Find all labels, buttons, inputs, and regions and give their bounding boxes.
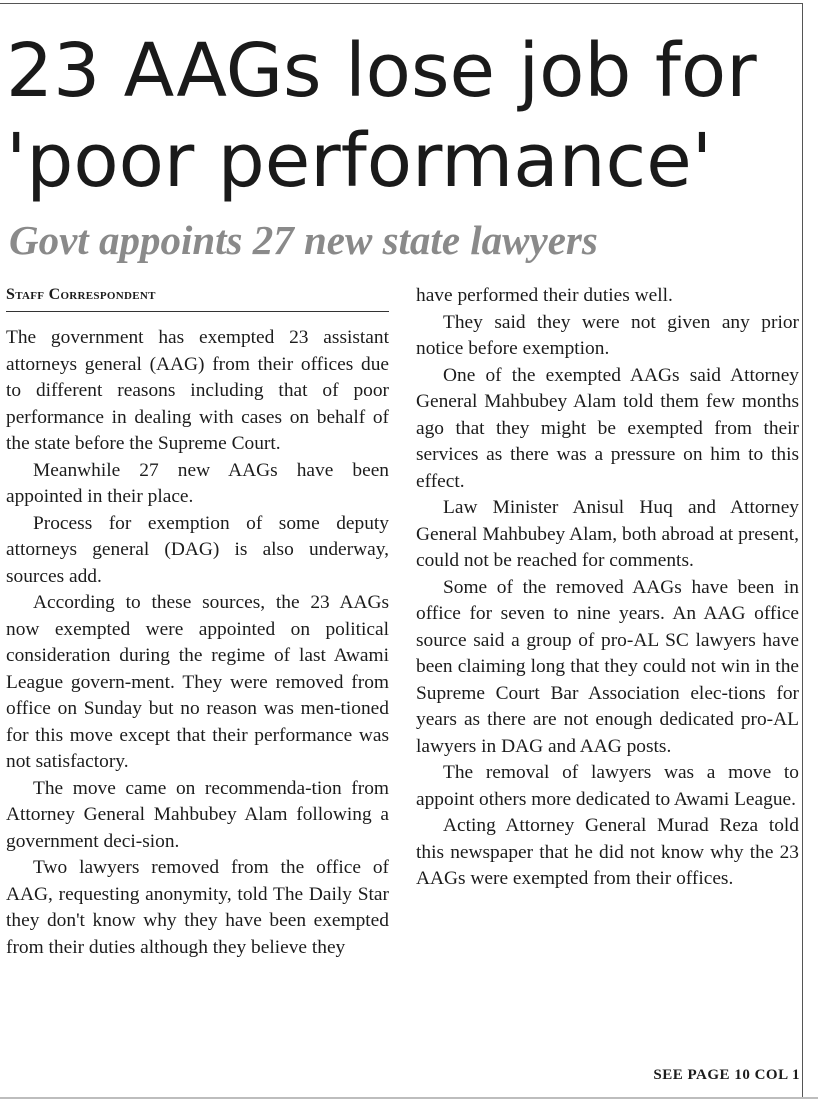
- paragraph: Two lawyers removed from the office of AAG, requesting anonymity, told The Daily Star they don't know why they have been exempted from their duties although they believe they: [6, 857, 389, 958]
- headline-line-2: 'poor performance': [6, 118, 713, 204]
- right-column-rule: [802, 3, 803, 1098]
- headline: [6, 26, 801, 206]
- paragraph: Acting Attorney General Murad Reza told this newspaper that he did not know why the 23 AAGs were exempted from their offices.: [416, 815, 799, 889]
- paragraph: They said they were not given any prior notice before exemption.: [416, 311, 799, 359]
- paragraph: Some of the removed AAGs have been in office for seven to nine years. An AAG office source said a group of pro-AL SC lawyers have been claiming long that they could not win in the Supreme Court Bar Association elec-tions for years as there are not enough dedicated pro-AL lawyers in DAG and AAG posts.: [416, 576, 799, 757]
- paragraph: The move came on recommenda-tion from Attorney General Mahbubey Alam following a government deci-sion.: [6, 777, 389, 852]
- top-rule: [0, 3, 802, 4]
- byline: Staff Correspondent: [6, 286, 389, 312]
- article-column-2: [416, 283, 799, 893]
- paragraph: The removal of lawyers was a move to appoint others more dedicated to Awami League.: [416, 762, 799, 810]
- article-column-1: [6, 325, 389, 961]
- subheadline: Govt appoints 27 new state lawyers: [9, 217, 598, 263]
- paragraph: have performed their duties well.: [416, 285, 673, 306]
- continued-on-page-note: SEE PAGE 10 COL 1: [653, 1067, 800, 1083]
- paragraph: According to these sources, the 23 AAGs now exempted were appointed on political consideration during the regime of last Awami League govern-ment. They were removed from office on Sunday but no reason was men-tioned for this move except that their performance was not satisfactory.: [6, 592, 389, 772]
- paragraph: One of the exempted AAGs said Attorney General Mahbubey Alam told them few months ago that they might be exempted from their services as there was a pressure on him to this effect.: [416, 364, 799, 492]
- bottom-rule: [0, 1097, 818, 1099]
- paragraph: Meanwhile 27 new AAGs have been appointed in their place.: [6, 459, 389, 507]
- paragraph: Process for exemption of some deputy attorneys general (DAG) is also underway, sources add.: [6, 512, 389, 587]
- paragraph: Law Minister Anisul Huq and Attorney General Mahbubey Alam, both abroad at present, could not be reached for comments.: [416, 497, 799, 571]
- paragraph: The government has exempted 23 assistant attorneys general (AAG) from their offices due to different reasons including that of poor performance in dealing with cases on behalf of the state before the Supreme Court.: [6, 327, 389, 454]
- headline-line-1: 23 AAGs lose job for: [6, 28, 757, 114]
